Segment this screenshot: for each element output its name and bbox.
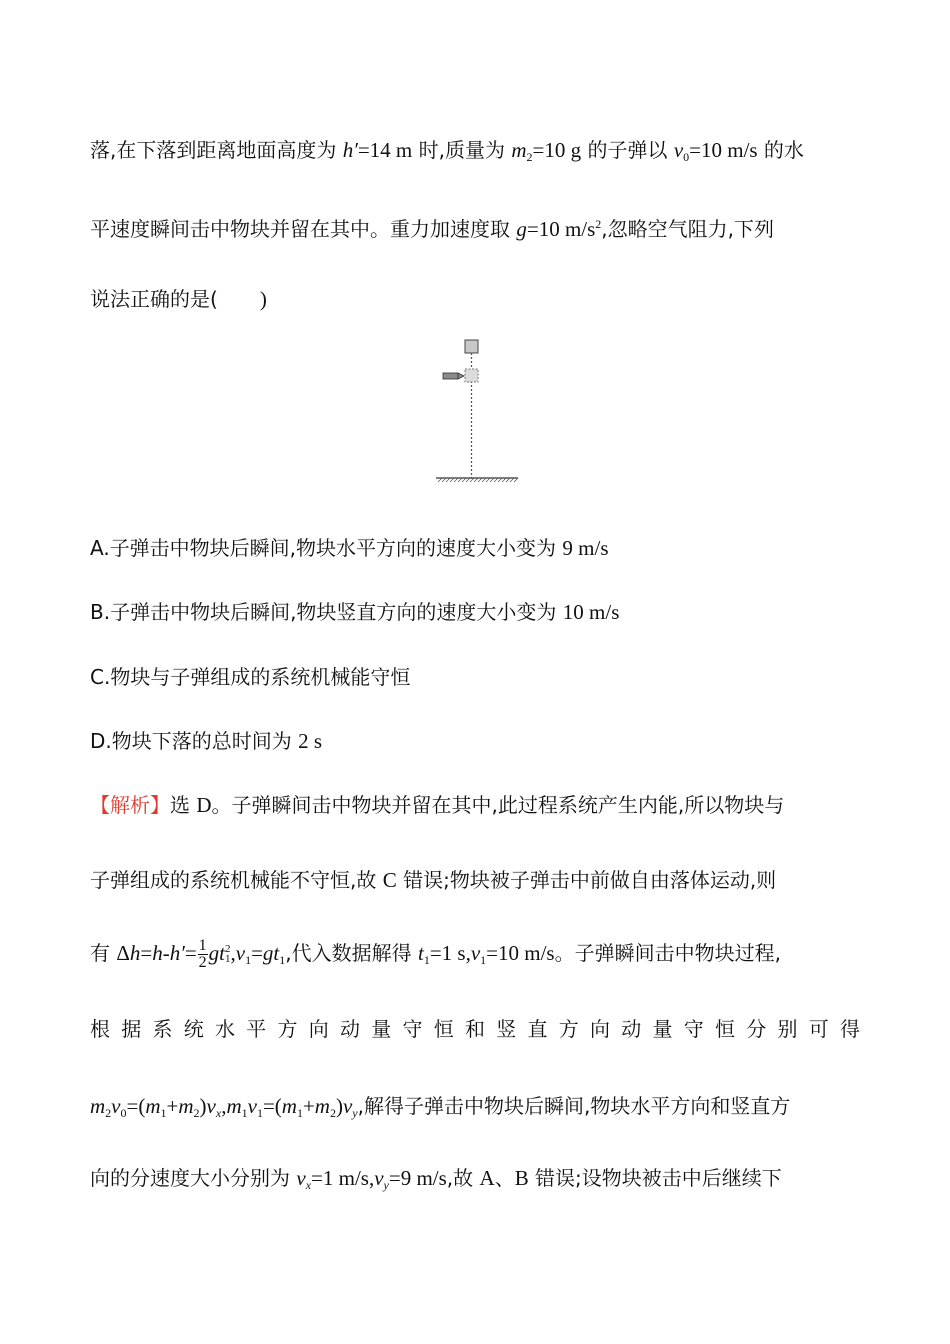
char: 量 — [652, 1017, 673, 1041]
value: =1 s, — [429, 941, 471, 965]
option-a-text: A.子弹击中物块后瞬间,物块水平方向的速度大小变为 — [90, 536, 563, 560]
subscript: 0 — [120, 1106, 127, 1120]
option-ref: C — [382, 868, 397, 892]
text: ,故 — [446, 1166, 480, 1190]
text: ,忽略空气阻力,下列 — [601, 217, 775, 241]
superscript: 2 — [225, 943, 231, 955]
op: = — [251, 941, 263, 965]
op: = — [140, 941, 153, 965]
text: ,解得子弹击中物块后瞬间,物块水平方向和竖直方 — [357, 1094, 791, 1118]
char: 平 — [246, 1017, 267, 1041]
var-m: m — [178, 1094, 194, 1118]
text: 错误;物块被子弹击中前做自由落体运动,则 — [396, 868, 777, 892]
subscript: 1 — [423, 953, 430, 967]
bullet-body — [443, 373, 458, 379]
var-m: m — [281, 1094, 297, 1118]
text: 平速度瞬间击中物块并留在其中。重力加速度取 — [90, 217, 517, 241]
option-b-value: 10 m/s — [562, 600, 620, 624]
op: + — [166, 1094, 179, 1118]
superscript: 2 — [595, 217, 602, 231]
option-a-value: 9 m/s — [562, 536, 609, 560]
op: ) — [199, 1094, 207, 1118]
value: =9 m/s — [388, 1166, 447, 1190]
text: 时,质量为 — [412, 138, 512, 162]
analysis-label: 【解析】 — [90, 793, 170, 817]
text: 说法正确的是( — [90, 287, 218, 311]
ground-hatch — [438, 478, 518, 482]
char: 和 — [465, 1017, 485, 1041]
op: ) — [335, 1094, 343, 1118]
var-m: m — [90, 1094, 106, 1118]
char: 向 — [308, 1017, 329, 1041]
char: 得 — [840, 1017, 860, 1041]
subscript: 1 — [225, 953, 231, 965]
op: ( — [274, 1094, 282, 1118]
text: 有 — [90, 941, 117, 965]
question-line-1 — [90, 136, 860, 171]
var-v: v — [470, 941, 481, 965]
subscript: 2 — [329, 1106, 336, 1120]
subscript: 1 — [245, 953, 252, 967]
subscript: 1 — [279, 953, 286, 967]
var-v: v — [206, 1094, 216, 1118]
char: 方 — [558, 1017, 579, 1041]
option-b-text: B.子弹击中物块后瞬间,物块竖直方向的速度大小变为 — [90, 600, 563, 624]
char: 方 — [277, 1017, 298, 1041]
value: =10 m/s — [526, 217, 596, 241]
analysis-line-5 — [90, 1092, 860, 1127]
subscript: x — [215, 1106, 222, 1120]
char: 统 — [183, 1017, 204, 1041]
op: = — [126, 1094, 139, 1118]
text: 落,在下落到距离地面高度为 — [90, 138, 343, 162]
subscript: 1 — [241, 1106, 248, 1120]
var-h-prime: h′ — [169, 941, 185, 965]
subscript: y — [383, 1178, 389, 1192]
char: 根 — [90, 1017, 110, 1041]
var-t: t — [273, 941, 280, 965]
text: 错误;设物块被击中后继续下 — [528, 1166, 782, 1190]
subscript: x — [305, 1178, 312, 1192]
char: 据 — [121, 1017, 142, 1041]
analysis-line-6 — [90, 1164, 860, 1199]
char: 动 — [340, 1017, 360, 1041]
char: 分 — [746, 1017, 767, 1041]
var-m: m — [314, 1094, 330, 1118]
text: 的子弹以 — [581, 138, 674, 162]
option-ref: B — [514, 1166, 529, 1190]
numerator: 1 — [198, 937, 207, 954]
option-ref: A — [479, 1166, 495, 1190]
char: 恒 — [433, 1017, 454, 1041]
subscript: 0 — [683, 150, 690, 164]
denominator: 2 — [198, 954, 207, 971]
var-h: h — [152, 941, 163, 965]
text: 子弹组成的系统机械能不守恒,故 — [90, 868, 383, 892]
analysis-line-4 — [90, 1015, 860, 1043]
var-g: g — [262, 941, 274, 965]
text: 、 — [494, 1166, 515, 1190]
char: 恒 — [715, 1017, 735, 1041]
var-m: m — [145, 1094, 161, 1118]
question-line-2 — [90, 210, 860, 243]
fraction-one-half — [198, 938, 208, 971]
subscript: 1 — [256, 1106, 263, 1120]
var-v: v — [235, 941, 246, 965]
char: 可 — [808, 1017, 829, 1041]
op: = — [184, 941, 197, 965]
var-t: t — [417, 941, 424, 965]
analysis-line-3 — [90, 938, 860, 974]
value: =1 m/s, — [311, 1166, 375, 1190]
var-v: v — [673, 138, 684, 162]
op: + — [302, 1094, 315, 1118]
char: 守 — [402, 1017, 423, 1041]
subscript: 1 — [296, 1106, 303, 1120]
value: =10 g — [532, 138, 582, 162]
op: - — [162, 941, 170, 965]
answer-blank: ) — [217, 287, 267, 311]
char: 向 — [590, 1017, 610, 1041]
text: 的水 — [757, 138, 804, 162]
option-d-text: D.物块下落的总时间为 — [90, 729, 299, 753]
var-v: v — [111, 1094, 121, 1118]
option-a — [90, 534, 860, 562]
subscript: 2 — [193, 1106, 200, 1120]
option-d — [90, 727, 860, 755]
block-hit — [465, 369, 478, 382]
bullet-tip — [458, 373, 464, 379]
text: 向的分速度大小分别为 — [90, 1166, 297, 1190]
subscript: 1 — [480, 953, 487, 967]
var-g: g — [208, 941, 220, 965]
char: 水 — [215, 1017, 235, 1041]
physics-figure — [430, 336, 550, 486]
var-h-prime: h′ — [342, 138, 358, 162]
option-c-text: C.物块与子弹组成的系统机械能守恒 — [90, 665, 411, 689]
var-g: g — [516, 217, 527, 241]
var-v: v — [342, 1094, 353, 1118]
op: , — [221, 1094, 227, 1118]
op: = — [262, 1094, 275, 1118]
subscript: 1 — [160, 1106, 167, 1120]
value: =10 m/s — [486, 941, 555, 965]
var-h: h — [129, 941, 141, 965]
answer: D — [196, 793, 212, 817]
delta: Δ — [116, 941, 130, 965]
subscript: y — [352, 1106, 358, 1120]
question-line-3 — [90, 285, 860, 313]
var-v: v — [374, 1166, 384, 1190]
char: 量 — [371, 1017, 392, 1041]
char: 别 — [777, 1017, 798, 1041]
var-m: m — [511, 138, 527, 162]
analysis-line-2 — [90, 866, 860, 894]
subscript: 2 — [526, 150, 533, 164]
text: ,代入数据解得 — [285, 941, 418, 965]
op: , — [230, 941, 236, 965]
text: 。子弹瞬间击中物块过程, — [554, 941, 781, 965]
option-c — [90, 663, 860, 691]
option-d-value: 2 s — [298, 729, 323, 753]
char: 直 — [527, 1017, 548, 1041]
value: =14 m — [357, 138, 413, 162]
option-b — [90, 598, 860, 626]
text: 。子弹瞬间击中物块并留在其中,此过程系统产生内能,所以物块与 — [211, 793, 785, 817]
var-v: v — [247, 1094, 257, 1118]
char: 守 — [683, 1017, 704, 1041]
var-t: t — [219, 941, 225, 965]
var-v: v — [296, 1166, 306, 1190]
block-initial — [465, 340, 478, 353]
subscript: 2 — [105, 1106, 112, 1120]
value: =10 m/s — [689, 138, 758, 162]
char: 动 — [621, 1017, 642, 1041]
var-m: m — [226, 1094, 242, 1118]
char: 系 — [152, 1017, 173, 1041]
analysis-line-1 — [90, 791, 860, 819]
op: ( — [138, 1094, 146, 1118]
char: 竖 — [496, 1017, 517, 1041]
text: 选 — [170, 793, 197, 817]
